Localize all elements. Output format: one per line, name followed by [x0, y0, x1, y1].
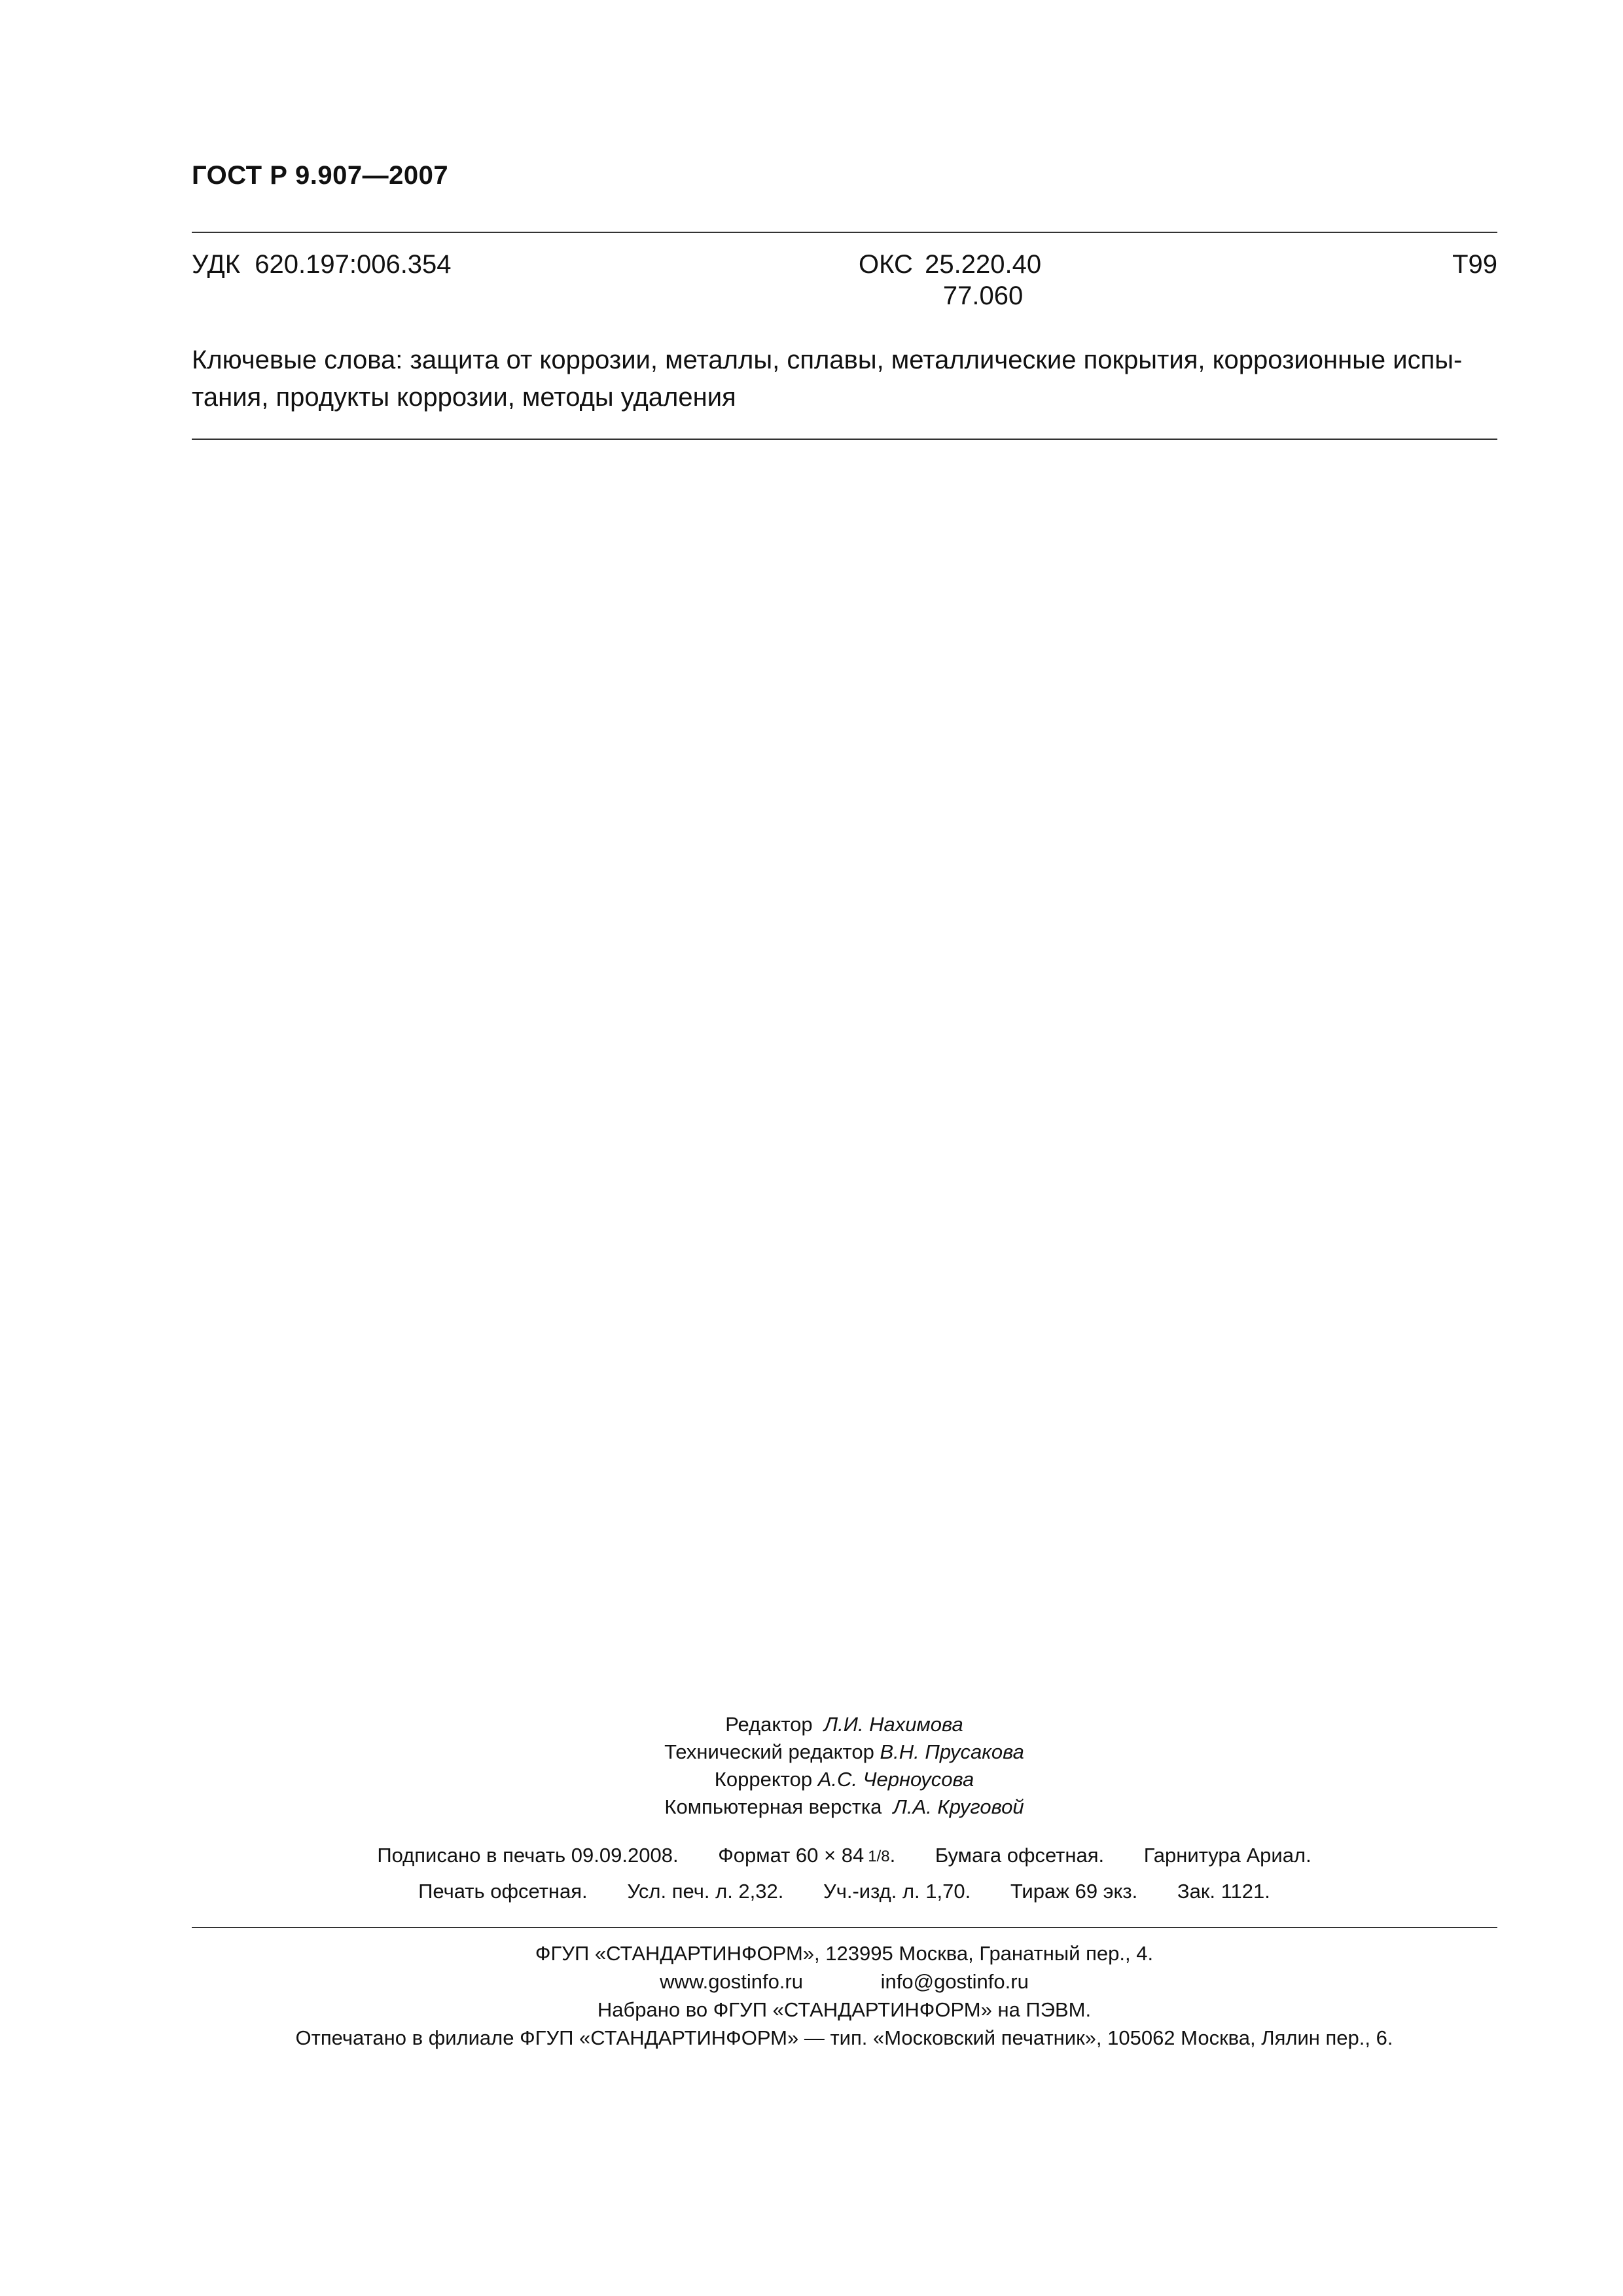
- credit-editor: [0, 1711, 1623, 1738]
- udk-block: [192, 249, 452, 280]
- t-code: Т99: [1452, 250, 1497, 279]
- credit-name: А.С. Черноусова: [817, 1768, 974, 1791]
- print-info-line2: [0, 1880, 1623, 1903]
- font-type: Гарнитура Ариал.: [1143, 1844, 1311, 1867]
- publisher-address: ФГУП «СТАНДАРТИНФОРМ», 123995 Москва, Гранатный пер., 4.: [535, 1942, 1154, 1965]
- okc-code: 77.060: [942, 281, 1024, 310]
- zak: Зак. 1121.: [1177, 1880, 1270, 1903]
- publisher-typeset: Набрано во ФГУП «СТАНДАРТИНФОРМ» на ПЭВМ.: [597, 1998, 1092, 2021]
- credit-role: Корректор: [714, 1768, 813, 1791]
- okc-code: 25.220.40: [925, 250, 1042, 279]
- credit-name: В.Н. Прусакова: [880, 1740, 1024, 1763]
- print-type: Печать офсетная.: [418, 1880, 588, 1903]
- keywords-line: тания, продукты коррозии, методы удаления: [192, 383, 736, 412]
- publisher-website[interactable]: www.gostinfo.ru: [660, 1970, 803, 1993]
- okc-block: [859, 249, 1041, 312]
- classification-row: [192, 249, 1497, 314]
- format-fraction: 1/8: [868, 1847, 890, 1865]
- udk-label: УДК: [192, 250, 241, 279]
- credit-role: Технический редактор: [664, 1740, 874, 1763]
- credit-role: Редактор: [725, 1713, 813, 1736]
- credits-block: [0, 1711, 1623, 1821]
- usl-pech: Усл. печ. л. 2,32.: [627, 1880, 784, 1903]
- credit-corrector: [0, 1766, 1623, 1793]
- format-prefix: Формат 60 × 84: [718, 1844, 865, 1867]
- credit-name: Л.А. Круговой: [893, 1795, 1024, 1818]
- standard-id: ГОСТ Р 9.907—2007: [192, 161, 449, 190]
- keywords-line: Ключевые слова: защита от коррозии, металлы, сплавы, металлические покрытия, коррозионные испы-: [192, 346, 1463, 374]
- publisher-block: [0, 1939, 1623, 2052]
- credit-tech-editor: [0, 1738, 1623, 1766]
- okc-codes: [925, 249, 1041, 312]
- udk-value: 620.197:006.354: [255, 250, 452, 279]
- divider-keywords: [192, 439, 1497, 440]
- tirazh: Тираж 69 экз.: [1010, 1880, 1138, 1903]
- publisher-printed: Отпечатано в филиале ФГУП «СТАНДАРТИНФОРМ» — тип. «Московский печатник», 105062 Москва, Лялин пер., 6.: [295, 2026, 1393, 2049]
- format-info: Формат 60 × 84 1/8.: [718, 1844, 896, 1867]
- credit-role: Компьютерная верстка: [664, 1795, 882, 1818]
- signed-date: Подписано в печать 09.09.2008.: [377, 1844, 679, 1867]
- publisher-email[interactable]: info@gostinfo.ru: [880, 1970, 1029, 1993]
- divider-top: [192, 232, 1497, 233]
- credit-name: Л.И. Нахимова: [823, 1713, 963, 1736]
- keywords: [192, 342, 1497, 416]
- okc-label: ОКС: [859, 250, 913, 279]
- publisher-contacts: [0, 1967, 1623, 1996]
- paper-type: Бумага офсетная.: [935, 1844, 1105, 1867]
- divider-bottom: [192, 1927, 1497, 1928]
- print-info-line1: [0, 1844, 1623, 1867]
- credit-layout: [0, 1793, 1623, 1821]
- uch-izd: Уч.-изд. л. 1,70.: [823, 1880, 971, 1903]
